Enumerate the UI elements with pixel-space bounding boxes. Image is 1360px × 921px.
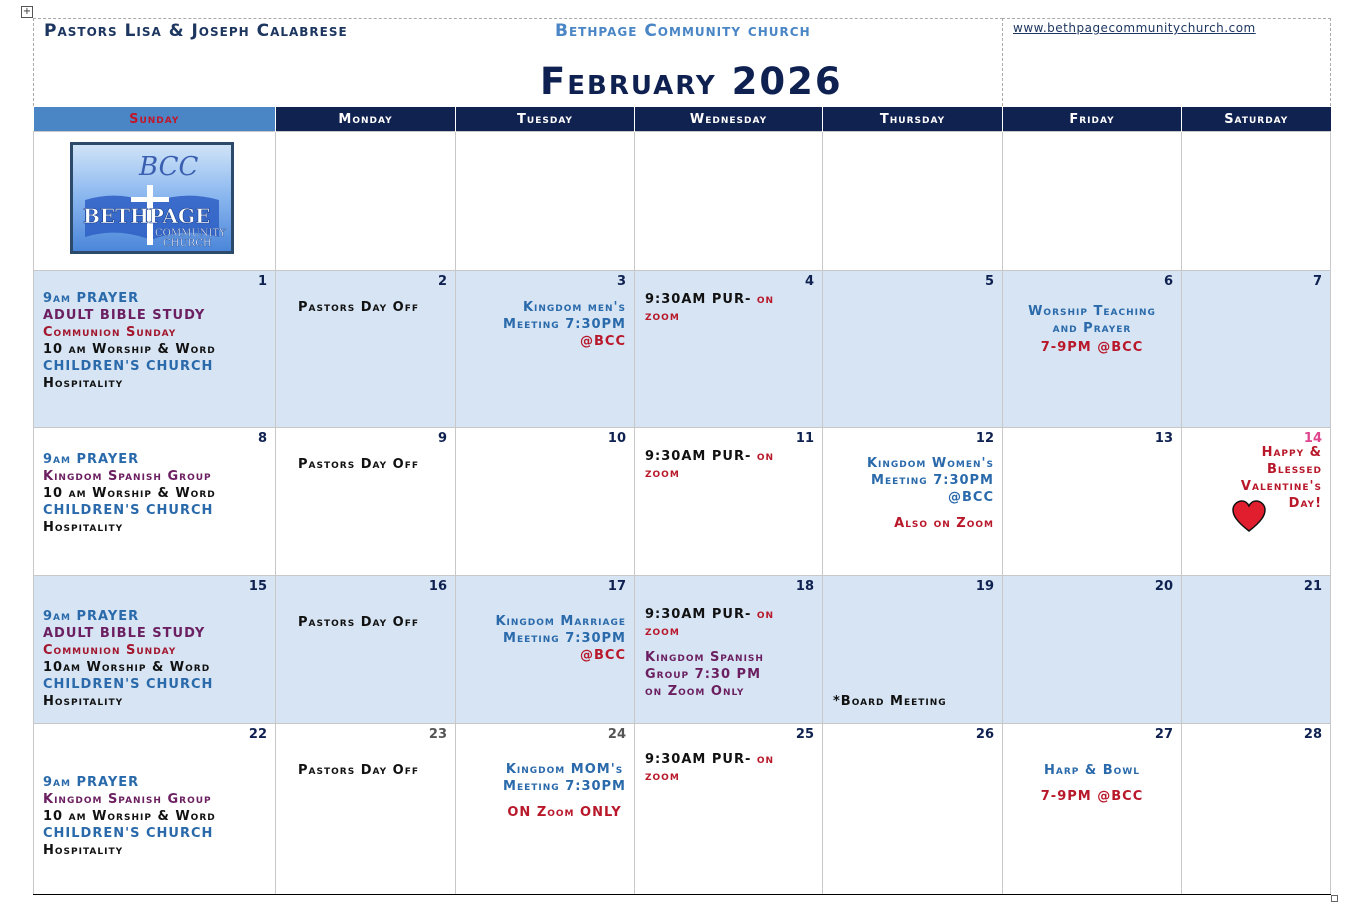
event-harp-bowl — [1003, 762, 1181, 805]
sunday-events — [43, 774, 216, 859]
day-cell-10[interactable] — [456, 428, 635, 576]
event-childrens-church: CHILDREN'S CHURCH — [43, 503, 214, 518]
day-number: 25 — [795, 727, 814, 742]
event-line: 7-9PM @BCC — [1040, 789, 1144, 804]
event-pur: 9:30AM PUR- — [645, 292, 757, 307]
event-zoom: zoom — [645, 624, 680, 639]
church-logo-graphic — [73, 145, 231, 251]
day-number: 9 — [437, 431, 447, 446]
day-cell-1[interactable] — [34, 271, 276, 428]
day-number: 13 — [1154, 431, 1173, 446]
sunday-events — [43, 451, 216, 536]
event-line: @BCC — [580, 648, 626, 663]
event-line: Worship Teaching — [1028, 304, 1156, 319]
event-on: on — [756, 752, 775, 767]
day-number: 5 — [984, 274, 994, 289]
event-line: @BCC — [580, 334, 626, 349]
cross-horizontal — [131, 197, 169, 202]
sunday-events — [43, 608, 213, 710]
event-line: Kingdom men's — [522, 300, 626, 315]
event-line: Meeting 7:30PM — [503, 317, 626, 332]
day-number: 19 — [975, 579, 994, 594]
day-number: 22 — [248, 727, 267, 742]
weekday-wednesday: Wednesday — [635, 107, 823, 132]
event-line: ON Zoom ONLY — [507, 805, 622, 820]
day-cell-empty — [456, 132, 635, 271]
event-worship: 10 am Worship & Word — [43, 342, 216, 357]
event-zoom: zoom — [645, 769, 680, 784]
event-line: Day! — [1288, 496, 1322, 511]
day-cell-6[interactable] — [1003, 271, 1182, 428]
event-prayer: 9am PRAYER — [43, 609, 140, 624]
table-move-handle[interactable]: + — [22, 6, 32, 17]
day-cell-8[interactable] — [34, 428, 276, 576]
event-board-meeting: *Board Meeting — [833, 694, 947, 709]
day-cell-11[interactable] — [635, 428, 823, 576]
day-cell-14[interactable] — [1182, 428, 1331, 576]
day-number: 10 — [607, 431, 626, 446]
day-cell-9[interactable] — [276, 428, 456, 576]
weekday-monday: Monday — [276, 107, 456, 132]
event-spanish-time: Group 7:30 PM — [645, 667, 762, 682]
logo-initials: BCC — [139, 152, 199, 182]
day-cell-empty — [1003, 132, 1182, 271]
event-line: and Prayer — [1052, 321, 1132, 336]
event-pastors-day-off: Pastors Day Off — [298, 457, 419, 472]
event-zoom: zoom — [645, 309, 680, 324]
day-cell-4[interactable] — [635, 271, 823, 428]
day-cell-20[interactable] — [1003, 576, 1182, 724]
day-number: 16 — [428, 579, 447, 594]
event-hospitality: Hospitality — [43, 376, 124, 391]
day-cell-16[interactable] — [276, 576, 456, 724]
day-number: 28 — [1303, 727, 1322, 742]
day-cell-7[interactable] — [1182, 271, 1331, 428]
day-number: 15 — [248, 579, 267, 594]
day-number: 4 — [804, 274, 814, 289]
calendar-grid — [33, 107, 1331, 895]
day-cell-21[interactable] — [1182, 576, 1331, 724]
day-number: 23 — [428, 727, 447, 742]
event-pur-zoom — [645, 448, 774, 482]
logo-name: BETHPAGE — [83, 204, 211, 228]
event-pastors-day-off: Pastors Day Off — [298, 615, 419, 630]
day-number: 8 — [257, 431, 267, 446]
event-line: Meeting 7:30PM — [503, 631, 626, 646]
event-line: Harp & Bowl — [1044, 763, 1140, 778]
day-number: 6 — [1163, 274, 1173, 289]
day-number: 2 — [437, 274, 447, 289]
event-line: Valentine's — [1240, 479, 1322, 494]
event-worship: 10am Worship & Word — [43, 660, 211, 675]
event-worship: 10 am Worship & Word — [43, 809, 216, 824]
event-pur: 9:30AM PUR- — [645, 752, 757, 767]
day-cell-empty — [34, 132, 276, 271]
day-number: 7 — [1312, 274, 1322, 289]
event-zoom: zoom — [645, 466, 680, 481]
calendar-week-1 — [34, 271, 1331, 428]
day-cell-19[interactable] — [823, 576, 1003, 724]
event-bible-study: ADULT BIBLE STUDY — [43, 308, 206, 323]
weekday-sunday: Sunday — [34, 107, 276, 132]
pastors-names: Pastors Lisa & Joseph Calabrese — [44, 21, 348, 41]
event-worship-teaching — [1003, 303, 1181, 356]
event-prayer: 9am PRAYER — [43, 291, 140, 306]
event-communion: Communion Sunday — [43, 643, 177, 658]
day-number: 1 — [257, 274, 267, 289]
calendar-week-2 — [34, 428, 1331, 576]
event-line: Blessed — [1267, 462, 1322, 477]
event-pur-zoom — [645, 291, 774, 325]
event-pur-zoom — [645, 751, 774, 785]
day-cell-empty — [276, 132, 456, 271]
day-cell-18[interactable] — [635, 576, 823, 724]
weekday-thursday: Thursday — [823, 107, 1003, 132]
table-resize-handle[interactable] — [1331, 895, 1338, 902]
day-number: 18 — [795, 579, 814, 594]
day-number: 17 — [607, 579, 626, 594]
logo-church: CHURCH — [163, 238, 212, 249]
weekday-saturday: Saturday — [1182, 107, 1331, 132]
event-on: on — [756, 607, 775, 622]
sunday-events — [43, 290, 216, 392]
event-hospitality: Hospitality — [43, 694, 124, 709]
event-line: @BCC — [948, 490, 994, 505]
event-pur: 9:30AM PUR- — [645, 449, 757, 464]
day-cell-24[interactable] — [456, 724, 635, 895]
event-kingdom-women — [867, 455, 994, 532]
event-line: Meeting 7:30PM — [871, 473, 994, 488]
logo-community: COMMUNITY — [155, 228, 226, 239]
event-childrens-church: CHILDREN'S CHURCH — [43, 826, 214, 841]
event-line: Kingdom Women's — [866, 456, 994, 471]
weekday-friday: Friday — [1003, 107, 1182, 132]
month-title: February 2026 — [540, 60, 843, 103]
day-number: 26 — [975, 727, 994, 742]
day-cell-empty — [635, 132, 823, 271]
day-number: 24 — [607, 727, 626, 742]
event-pastors-day-off: Pastors Day Off — [298, 763, 419, 778]
event-spanish-group: Kingdom Spanish — [645, 650, 764, 665]
table-bottom-border — [33, 894, 1331, 895]
event-line: Also on Zoom — [894, 516, 994, 531]
day-cell-5[interactable] — [823, 271, 1003, 428]
event-hospitality: Hospitality — [43, 520, 124, 535]
calendar-week-0 — [34, 132, 1331, 271]
day-number: 3 — [616, 274, 626, 289]
event-line: Happy & — [1261, 445, 1322, 460]
day-number: 14 — [1303, 431, 1322, 446]
day-cell-empty — [1182, 132, 1331, 271]
event-line: Meeting 7:30PM — [503, 779, 626, 794]
day-number: 11 — [795, 431, 814, 446]
weekday-header-row — [34, 107, 1331, 132]
day-cell-2[interactable] — [276, 271, 456, 428]
day-number: 27 — [1154, 727, 1173, 742]
day-number: 21 — [1303, 579, 1322, 594]
event-hospitality: Hospitality — [43, 843, 124, 858]
day-cell-13[interactable] — [1003, 428, 1182, 576]
calendar-week-3 — [34, 576, 1331, 724]
event-line: Kingdom Marriage — [495, 614, 626, 629]
event-on: on — [756, 292, 775, 307]
event-line: Kingdom MOM's — [505, 762, 624, 777]
day-cell-27[interactable] — [1003, 724, 1182, 895]
event-zoom-only: on Zoom Only — [645, 684, 745, 699]
event-prayer: 9am PRAYER — [43, 452, 140, 467]
event-prayer: 9am PRAYER — [43, 775, 140, 790]
website-link[interactable]: www.bethpagecommunitychurch.com — [1013, 21, 1256, 35]
day-cell-25[interactable] — [635, 724, 823, 895]
event-pur-zoom — [645, 606, 774, 700]
event-line: 7-9PM @BCC — [1040, 340, 1144, 355]
event-kingdom-moms — [503, 761, 626, 821]
event-kingdom-men — [503, 299, 626, 350]
event-childrens-church: CHILDREN'S CHURCH — [43, 359, 214, 374]
event-pastors-day-off: Pastors Day Off — [298, 300, 419, 315]
event-worship: 10 am Worship & Word — [43, 486, 216, 501]
weekday-tuesday: Tuesday — [456, 107, 635, 132]
day-number: 12 — [975, 431, 994, 446]
day-cell-12[interactable] — [823, 428, 1003, 576]
day-cell-empty — [823, 132, 1003, 271]
day-cell-3[interactable] — [456, 271, 635, 428]
day-cell-23[interactable] — [276, 724, 456, 895]
event-pur: 9:30AM PUR- — [645, 607, 757, 622]
calendar-week-4 — [34, 724, 1331, 895]
church-name: Bethpage Community church — [555, 21, 811, 41]
church-logo — [70, 142, 234, 254]
event-kingdom-marriage — [495, 613, 626, 664]
day-number: 20 — [1154, 579, 1173, 594]
event-bible-study: ADULT BIBLE STUDY — [43, 626, 206, 641]
heart-icon — [1232, 500, 1266, 534]
event-spanish-group: Kingdom Spanish Group — [43, 469, 212, 484]
event-spanish-group: Kingdom Spanish Group — [43, 792, 212, 807]
day-cell-17[interactable] — [456, 576, 635, 724]
event-childrens-church: CHILDREN'S CHURCH — [43, 677, 214, 692]
day-cell-22[interactable] — [34, 724, 276, 895]
event-communion: Communion Sunday — [43, 325, 177, 340]
event-on: on — [756, 449, 775, 464]
day-cell-15[interactable] — [34, 576, 276, 724]
day-cell-28[interactable] — [1182, 724, 1331, 895]
day-cell-26[interactable] — [823, 724, 1003, 895]
